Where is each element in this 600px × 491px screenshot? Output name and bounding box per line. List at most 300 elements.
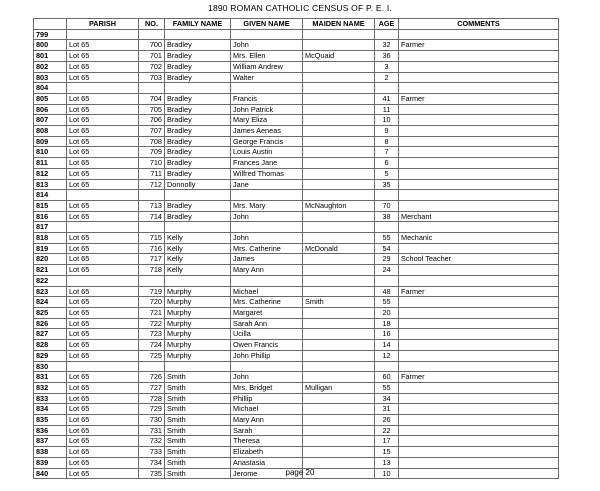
- table-row: [34, 61, 559, 72]
- parish-cell: [67, 83, 139, 94]
- maiden-name: [303, 158, 375, 169]
- parish-cell: Lot 65: [67, 447, 139, 458]
- line-number: 812: [34, 168, 67, 179]
- given-name: Mrs. Catherine: [231, 243, 303, 254]
- age-cell: 70: [375, 200, 399, 211]
- line-number: 819: [34, 243, 67, 254]
- maiden-name: [303, 233, 375, 244]
- comments-cell: Mechanic: [399, 233, 559, 244]
- family-name: Bradley: [165, 147, 231, 158]
- line-number: 807: [34, 115, 67, 126]
- record-number: [139, 29, 165, 40]
- record-number: 700: [139, 40, 165, 51]
- record-number: [139, 190, 165, 201]
- table-row: [34, 93, 559, 104]
- comments-cell: [399, 51, 559, 62]
- record-number: 707: [139, 126, 165, 137]
- table-row: [34, 168, 559, 179]
- record-number: [139, 222, 165, 233]
- given-name: Frances Jane: [231, 158, 303, 169]
- table-row: [34, 29, 559, 40]
- family-name: Bradley: [165, 51, 231, 62]
- given-name: James: [231, 254, 303, 265]
- given-name: Sarah Ann: [231, 318, 303, 329]
- age-cell: 38: [375, 211, 399, 222]
- table-row: [34, 361, 559, 372]
- line-number: 803: [34, 72, 67, 83]
- table-row: [34, 233, 559, 244]
- maiden-name: [303, 393, 375, 404]
- comments-cell: [399, 83, 559, 94]
- age-cell: 34: [375, 393, 399, 404]
- maiden-name: [303, 307, 375, 318]
- line-number: 828: [34, 340, 67, 351]
- age-cell: 14: [375, 340, 399, 351]
- table-row: [34, 104, 559, 115]
- family-name: Smith: [165, 372, 231, 383]
- given-name: Mary Eliza: [231, 115, 303, 126]
- given-name: Owen Francis: [231, 340, 303, 351]
- maiden-name: [303, 61, 375, 72]
- family-name: Kelly: [165, 254, 231, 265]
- record-number: 727: [139, 382, 165, 393]
- line-number: 840: [34, 468, 67, 479]
- maiden-name: [303, 318, 375, 329]
- family-name: Bradley: [165, 115, 231, 126]
- table-row: [34, 115, 559, 126]
- header-row: [34, 19, 559, 30]
- maiden-name: [303, 457, 375, 468]
- line-number: 809: [34, 136, 67, 147]
- given-name: Mary Ann: [231, 415, 303, 426]
- parish-cell: Lot 65: [67, 179, 139, 190]
- census-table: [33, 18, 559, 479]
- record-number: [139, 275, 165, 286]
- parish-cell: [67, 275, 139, 286]
- table-row: [34, 179, 559, 190]
- age-cell: 20: [375, 307, 399, 318]
- parish-cell: Lot 65: [67, 200, 139, 211]
- family-name: [165, 83, 231, 94]
- comments-cell: Merchant: [399, 211, 559, 222]
- age-cell: 60: [375, 372, 399, 383]
- comments-cell: [399, 393, 559, 404]
- family-name: [165, 361, 231, 372]
- age-cell: 5: [375, 168, 399, 179]
- header-maiden-name: MAIDEN NAME: [303, 19, 375, 30]
- parish-cell: Lot 65: [67, 136, 139, 147]
- age-cell: 41: [375, 93, 399, 104]
- record-number: 705: [139, 104, 165, 115]
- maiden-name: Mulligan: [303, 382, 375, 393]
- given-name: Jerome: [231, 468, 303, 479]
- given-name: Mrs. Mary: [231, 200, 303, 211]
- line-number: 825: [34, 307, 67, 318]
- family-name: Kelly: [165, 233, 231, 244]
- line-number: 827: [34, 329, 67, 340]
- comments-cell: [399, 340, 559, 351]
- comments-cell: [399, 222, 559, 233]
- age-cell: 29: [375, 254, 399, 265]
- age-cell: 24: [375, 265, 399, 276]
- record-number: 735: [139, 468, 165, 479]
- table-row: [34, 200, 559, 211]
- family-name: Bradley: [165, 40, 231, 51]
- age-cell: 48: [375, 286, 399, 297]
- record-number: 725: [139, 350, 165, 361]
- given-name: John: [231, 233, 303, 244]
- record-number: 722: [139, 318, 165, 329]
- maiden-name: [303, 436, 375, 447]
- page-number: page 20: [285, 468, 315, 477]
- family-name: Bradley: [165, 200, 231, 211]
- table-row: [34, 40, 559, 51]
- family-name: Donnolly: [165, 179, 231, 190]
- parish-cell: Lot 65: [67, 329, 139, 340]
- age-cell: 18: [375, 318, 399, 329]
- maiden-name: [303, 222, 375, 233]
- parish-cell: Lot 65: [67, 40, 139, 51]
- comments-cell: [399, 447, 559, 458]
- record-number: 706: [139, 115, 165, 126]
- line-number: 835: [34, 415, 67, 426]
- table-row: [34, 254, 559, 265]
- maiden-name: [303, 275, 375, 286]
- comments-cell: [399, 350, 559, 361]
- maiden-name: [303, 40, 375, 51]
- comments-cell: [399, 404, 559, 415]
- age-cell: 16: [375, 329, 399, 340]
- age-cell: 55: [375, 233, 399, 244]
- parish-cell: Lot 65: [67, 51, 139, 62]
- record-number: 719: [139, 286, 165, 297]
- header-given-name: GIVEN NAME: [231, 19, 303, 30]
- parish-cell: Lot 65: [67, 468, 139, 479]
- table-row: [34, 307, 559, 318]
- record-number: 709: [139, 147, 165, 158]
- parish-cell: Lot 65: [67, 425, 139, 436]
- table-row: [34, 286, 559, 297]
- given-name: [231, 222, 303, 233]
- family-name: Smith: [165, 425, 231, 436]
- record-number: 732: [139, 436, 165, 447]
- table-row: [34, 350, 559, 361]
- line-number: 826: [34, 318, 67, 329]
- parish-cell: Lot 65: [67, 168, 139, 179]
- line-number: 817: [34, 222, 67, 233]
- header-age: AGE: [375, 19, 399, 30]
- maiden-name: [303, 286, 375, 297]
- maiden-name: [303, 179, 375, 190]
- age-cell: [375, 222, 399, 233]
- line-number: 810: [34, 147, 67, 158]
- line-number: 838: [34, 447, 67, 458]
- given-name: George Francis: [231, 136, 303, 147]
- parish-cell: Lot 65: [67, 115, 139, 126]
- age-cell: 10: [375, 115, 399, 126]
- comments-cell: [399, 265, 559, 276]
- comments-cell: [399, 415, 559, 426]
- comments-cell: [399, 275, 559, 286]
- age-cell: [375, 190, 399, 201]
- age-cell: 55: [375, 297, 399, 308]
- family-name: Murphy: [165, 350, 231, 361]
- family-name: Bradley: [165, 158, 231, 169]
- line-number: 830: [34, 361, 67, 372]
- given-name: Ucilla: [231, 329, 303, 340]
- header-no: NO.: [139, 19, 165, 30]
- parish-cell: Lot 65: [67, 126, 139, 137]
- given-name: Wilfred Thomas: [231, 168, 303, 179]
- comments-cell: [399, 297, 559, 308]
- given-name: Francis: [231, 93, 303, 104]
- family-name: Smith: [165, 404, 231, 415]
- parish-cell: Lot 65: [67, 93, 139, 104]
- comments-cell: [399, 61, 559, 72]
- maiden-name: [303, 83, 375, 94]
- comments-cell: Farmer: [399, 286, 559, 297]
- record-number: [139, 361, 165, 372]
- record-number: 711: [139, 168, 165, 179]
- record-number: 716: [139, 243, 165, 254]
- comments-cell: [399, 104, 559, 115]
- comments-cell: Farmer: [399, 40, 559, 51]
- record-number: 720: [139, 297, 165, 308]
- given-name: Jane: [231, 179, 303, 190]
- parish-cell: Lot 65: [67, 297, 139, 308]
- line-number: 806: [34, 104, 67, 115]
- record-number: 718: [139, 265, 165, 276]
- age-cell: 8: [375, 136, 399, 147]
- age-cell: [375, 83, 399, 94]
- age-cell: 15: [375, 447, 399, 458]
- comments-cell: [399, 147, 559, 158]
- line-number: 837: [34, 436, 67, 447]
- maiden-name: [303, 126, 375, 137]
- table-row: [34, 51, 559, 62]
- maiden-name: [303, 254, 375, 265]
- given-name: John Patrick: [231, 104, 303, 115]
- record-number: 733: [139, 447, 165, 458]
- header-comments: COMMENTS: [399, 19, 559, 30]
- given-name: Michael: [231, 286, 303, 297]
- family-name: Smith: [165, 447, 231, 458]
- record-number: 724: [139, 340, 165, 351]
- table-row: [34, 190, 559, 201]
- line-number: 801: [34, 51, 67, 62]
- record-number: 721: [139, 307, 165, 318]
- comments-cell: [399, 329, 559, 340]
- line-number: 808: [34, 126, 67, 137]
- given-name: Michael: [231, 404, 303, 415]
- comments-cell: [399, 436, 559, 447]
- age-cell: 36: [375, 51, 399, 62]
- line-number: 829: [34, 350, 67, 361]
- parish-cell: Lot 65: [67, 318, 139, 329]
- given-name: Phillip: [231, 393, 303, 404]
- record-number: 701: [139, 51, 165, 62]
- family-name: Kelly: [165, 265, 231, 276]
- age-cell: 7: [375, 147, 399, 158]
- parish-cell: Lot 65: [67, 243, 139, 254]
- parish-cell: Lot 65: [67, 393, 139, 404]
- parish-cell: Lot 65: [67, 147, 139, 158]
- parish-cell: Lot 65: [67, 254, 139, 265]
- age-cell: 54: [375, 243, 399, 254]
- table-row: [34, 126, 559, 137]
- line-number: 802: [34, 61, 67, 72]
- comments-cell: [399, 168, 559, 179]
- given-name: [231, 361, 303, 372]
- table-row: [34, 447, 559, 458]
- family-name: Smith: [165, 415, 231, 426]
- parish-cell: [67, 361, 139, 372]
- parish-cell: [67, 190, 139, 201]
- comments-cell: [399, 361, 559, 372]
- table-row: [34, 136, 559, 147]
- table-row: [34, 243, 559, 254]
- page-title: 1890 ROMAN CATHOLIC CENSUS OF P. E. I.: [208, 3, 392, 13]
- comments-cell: [399, 72, 559, 83]
- table-row: [34, 158, 559, 169]
- parish-cell: Lot 65: [67, 307, 139, 318]
- maiden-name: [303, 265, 375, 276]
- parish-cell: Lot 65: [67, 457, 139, 468]
- line-number: 815: [34, 200, 67, 211]
- line-number: 816: [34, 211, 67, 222]
- given-name: Mrs. Catherine: [231, 297, 303, 308]
- line-number: 822: [34, 275, 67, 286]
- record-number: 731: [139, 425, 165, 436]
- line-number: 818: [34, 233, 67, 244]
- comments-cell: [399, 457, 559, 468]
- record-number: [139, 83, 165, 94]
- maiden-name: [303, 350, 375, 361]
- family-name: Murphy: [165, 286, 231, 297]
- parish-cell: Lot 65: [67, 350, 139, 361]
- given-name: Elizabeth: [231, 447, 303, 458]
- parish-cell: Lot 65: [67, 340, 139, 351]
- line-number: 834: [34, 404, 67, 415]
- parish-cell: Lot 65: [67, 265, 139, 276]
- family-name: Bradley: [165, 136, 231, 147]
- given-name: John: [231, 40, 303, 51]
- maiden-name: McDonald: [303, 243, 375, 254]
- age-cell: [375, 275, 399, 286]
- line-number: 823: [34, 286, 67, 297]
- parish-cell: [67, 29, 139, 40]
- maiden-name: [303, 329, 375, 340]
- comments-cell: Farmer: [399, 372, 559, 383]
- line-number: 805: [34, 93, 67, 104]
- family-name: Bradley: [165, 61, 231, 72]
- family-name: Bradley: [165, 126, 231, 137]
- maiden-name: [303, 447, 375, 458]
- age-cell: 55: [375, 382, 399, 393]
- maiden-name: [303, 340, 375, 351]
- table-row: [34, 340, 559, 351]
- maiden-name: [303, 372, 375, 383]
- parish-cell: Lot 65: [67, 382, 139, 393]
- record-number: 704: [139, 93, 165, 104]
- age-cell: 32: [375, 40, 399, 51]
- comments-cell: [399, 318, 559, 329]
- table-row: [34, 265, 559, 276]
- age-cell: 12: [375, 350, 399, 361]
- record-number: 717: [139, 254, 165, 265]
- maiden-name: [303, 72, 375, 83]
- maiden-name: [303, 147, 375, 158]
- table-row: [34, 83, 559, 94]
- age-cell: 13: [375, 457, 399, 468]
- line-number: 811: [34, 158, 67, 169]
- line-number: 820: [34, 254, 67, 265]
- family-name: Bradley: [165, 104, 231, 115]
- record-number: 703: [139, 72, 165, 83]
- age-cell: [375, 361, 399, 372]
- comments-cell: [399, 29, 559, 40]
- comments-cell: [399, 115, 559, 126]
- given-name: Mrs. Bridget: [231, 382, 303, 393]
- given-name: William Andrew: [231, 61, 303, 72]
- maiden-name: [303, 93, 375, 104]
- parish-cell: Lot 65: [67, 233, 139, 244]
- age-cell: 9: [375, 126, 399, 137]
- record-number: 702: [139, 61, 165, 72]
- family-name: Smith: [165, 382, 231, 393]
- record-number: 730: [139, 415, 165, 426]
- family-name: Kelly: [165, 243, 231, 254]
- comments-cell: [399, 307, 559, 318]
- parish-cell: Lot 65: [67, 158, 139, 169]
- family-name: Smith: [165, 468, 231, 479]
- family-name: Smith: [165, 436, 231, 447]
- given-name: Louis Austin: [231, 147, 303, 158]
- maiden-name: McNaughton: [303, 200, 375, 211]
- age-cell: 17: [375, 436, 399, 447]
- family-name: Murphy: [165, 329, 231, 340]
- table-row: [34, 329, 559, 340]
- line-number: 821: [34, 265, 67, 276]
- given-name: [231, 83, 303, 94]
- header-family-name: FAMILY NAME: [165, 19, 231, 30]
- family-name: [165, 190, 231, 201]
- family-name: Murphy: [165, 318, 231, 329]
- comments-cell: [399, 382, 559, 393]
- given-name: Margaret: [231, 307, 303, 318]
- maiden-name: Smith: [303, 297, 375, 308]
- comments-cell: [399, 200, 559, 211]
- census-body: [34, 29, 559, 479]
- record-number: 723: [139, 329, 165, 340]
- table-row: [34, 297, 559, 308]
- record-number: 713: [139, 200, 165, 211]
- family-name: Bradley: [165, 168, 231, 179]
- maiden-name: [303, 415, 375, 426]
- comments-cell: School Teacher: [399, 254, 559, 265]
- maiden-name: [303, 404, 375, 415]
- table-row: [34, 211, 559, 222]
- maiden-name: [303, 29, 375, 40]
- family-name: [165, 222, 231, 233]
- given-name: [231, 29, 303, 40]
- family-name: Smith: [165, 457, 231, 468]
- maiden-name: [303, 168, 375, 179]
- comments-cell: [399, 425, 559, 436]
- table-row: [34, 415, 559, 426]
- comments-cell: Farmer: [399, 93, 559, 104]
- given-name: Mary Ann: [231, 265, 303, 276]
